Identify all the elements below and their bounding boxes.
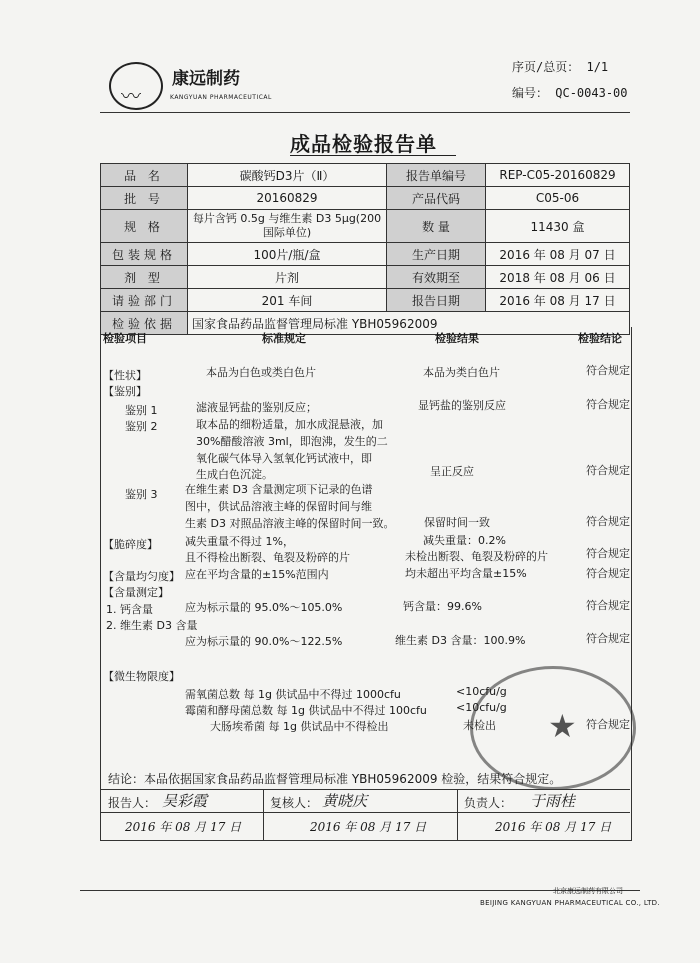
- test-appearance-standard: 本品为白色或类白色片: [206, 366, 316, 379]
- responsible-signature: 于雨桂: [530, 792, 576, 810]
- label-product-name: 品 名: [101, 164, 188, 187]
- test-friability-label: 【脆碎度】: [103, 538, 158, 551]
- stamp-star-icon: ★: [548, 707, 577, 745]
- test-micro2-result: <10cfu/g: [456, 701, 507, 714]
- test-micro-label: 【微生物限度】: [103, 670, 180, 683]
- test-calcium-conclusion: 符合规定: [586, 599, 630, 612]
- reviewer-signature: 黄晓庆: [322, 792, 368, 810]
- test-id2-standard-4: 生成白色沉淀。: [196, 468, 273, 481]
- label-package: 包装规格: [101, 243, 188, 266]
- value-expiry: 2018 年 08 月 06 日: [486, 266, 630, 289]
- test-id2-result: 呈正反应: [430, 465, 474, 478]
- label-product-code: 产品代码: [387, 187, 486, 210]
- test-assay-label: 【含量测定】: [103, 586, 169, 599]
- responsible-date: 2016 年 08 月 17 日: [495, 820, 612, 834]
- value-dept: 201 车间: [188, 289, 387, 312]
- test-vitd3-conclusion: 符合规定: [586, 632, 630, 645]
- col-header-result: 检验结果: [435, 332, 479, 345]
- test-id1-standard: 滤液显钙盐的鉴别反应；: [196, 401, 317, 414]
- test-friability-result-2: 未检出断裂、龟裂及粉碎的片: [405, 550, 548, 563]
- header-table: [100, 163, 630, 335]
- test-uniformity-standard: 应在平均含量的±15%范围内: [185, 568, 329, 581]
- value-quantity: 11430 盒: [486, 210, 630, 243]
- test-calcium-standard: 应为标示量的 95.0%～105.0%: [185, 601, 343, 614]
- reporter-label: 报告人：: [108, 796, 157, 810]
- col-header-item: 检验项目: [103, 332, 147, 345]
- signature-divider: [100, 812, 630, 813]
- reviewer-date: 2016 年 08 月 17 日: [310, 820, 427, 834]
- test-micro3-result: 未检出: [463, 719, 496, 732]
- responsible-label: 负责人：: [464, 796, 513, 810]
- logo-wave-icon: 〰: [121, 84, 141, 108]
- test-calcium-label: 1. 钙含量: [106, 603, 153, 616]
- value-batch-no: 20160829: [188, 187, 387, 210]
- reviewer-label: 复核人：: [270, 796, 319, 810]
- label-basis: 检验依据: [101, 312, 188, 335]
- test-id1-conclusion: 符合规定: [586, 398, 630, 411]
- test-vitd3-standard: 应为标示量的 90.0%～122.5%: [185, 635, 343, 648]
- page-title: 成品检验报告单: [290, 132, 437, 156]
- col-header-conclusion: 检验结论: [578, 332, 622, 345]
- test-micro1-standard: 需氧菌总数 每 1g 供试品中不得过 1000cfu: [185, 688, 401, 701]
- test-id3-result: 保留时间一致: [424, 516, 490, 529]
- label-batch-no: 批 号: [101, 187, 188, 210]
- footer-company-cn: 北京康远制药有限公司: [553, 887, 623, 895]
- test-micro3-standard: 大肠埃希菌 每 1g 供试品中不得检出: [210, 720, 389, 733]
- test-id2-standard-1: 取本品的细粉适量，加水成混悬液，加: [196, 418, 383, 431]
- test-appearance-result: 本品为类白色片: [423, 366, 500, 379]
- test-uniformity-conclusion: 符合规定: [586, 567, 630, 580]
- test-calcium-result: 钙含量：99.6%: [403, 600, 482, 613]
- test-id2-conclusion: 符合规定: [586, 464, 630, 477]
- label-report-date: 报告日期: [387, 289, 486, 312]
- test-id3-standard-1: 在维生素 D3 含量测定项下记录的色谱: [185, 483, 373, 496]
- reporter-date: 2016 年 08 月 17 日: [125, 820, 242, 834]
- test-micro2-standard: 霉菌和酵母菌总数 每 1g 供试品中不得过 100cfu: [185, 704, 427, 717]
- label-expiry: 有效期至: [387, 266, 486, 289]
- value-report-no: REP-C05-20160829: [486, 164, 630, 187]
- label-quantity: 数 量: [387, 210, 486, 243]
- test-id1-result: 显钙盐的鉴别反应: [418, 399, 506, 412]
- conclusion-text: 结论：本品依据国家食品药品监督管理局标准 YBH05962009 检验，结果符合规定。: [108, 772, 562, 786]
- test-id2-standard-2: 30%醋酸溶液 3ml，即泡沸，发生的二: [196, 435, 388, 448]
- value-prod-date: 2016 年 08 月 07 日: [486, 243, 630, 266]
- test-id3-label: 鉴别 3: [125, 488, 158, 501]
- test-friability-standard-1: 减失重量不得过 1%，: [185, 535, 294, 548]
- label-prod-date: 生产日期: [387, 243, 486, 266]
- value-product-name: 碳酸钙D3片（Ⅱ）: [188, 164, 387, 187]
- test-micro3-conclusion: 符合规定: [586, 718, 630, 731]
- company-name-en: KANGYUAN PHARMACEUTICAL: [170, 94, 272, 101]
- value-product-code: C05-06: [486, 187, 630, 210]
- test-friability-conclusion: 符合规定: [586, 547, 630, 560]
- test-id2-standard-3: 氧化碳气体导入氢氧化钙试液中，即: [196, 452, 372, 465]
- test-id3-standard-3: 生素 D3 对照品溶液主峰的保留时间一致。: [185, 517, 395, 530]
- signature-col-divider-1: [263, 789, 264, 840]
- test-id3-standard-2: 图中，供试品溶液主峰的保留时间与维: [185, 500, 372, 513]
- value-spec: 每片含钙 0.5g 与维生素 D3 5μg(200国际单位): [188, 210, 387, 243]
- value-package: 100片/瓶/盒: [188, 243, 387, 266]
- test-id2-label: 鉴别 2: [125, 420, 158, 433]
- test-friability-result-1: 减失重量：0.2%: [423, 534, 506, 547]
- col-header-standard: 标准规定: [262, 332, 306, 345]
- test-vitd3-result: 维生素 D3 含量：100.9%: [395, 634, 526, 647]
- test-uniformity-label: 【含量均匀度】: [103, 570, 180, 583]
- label-report-no: 报告单编号: [387, 164, 486, 187]
- letterhead-divider: [100, 112, 630, 113]
- page-info: 序页/总页： 1/1: [512, 60, 609, 74]
- label-spec: 规 格: [101, 210, 188, 243]
- document-number: 编号： QC-0043-00: [512, 86, 628, 100]
- test-vitd3-label: 2. 维生素 D3 含量: [106, 619, 198, 632]
- value-report-date: 2016 年 08 月 17 日: [486, 289, 630, 312]
- test-id3-conclusion: 符合规定: [586, 515, 630, 528]
- value-basis: 国家食品药品监督管理局标准 YBH05962009: [188, 312, 630, 335]
- footer-company-en: BEIJING KANGYUAN PHARMACEUTICAL CO., LTD.: [480, 899, 660, 907]
- label-dept: 请验部门: [101, 289, 188, 312]
- company-name: 康远制药: [172, 69, 240, 89]
- label-dosage-form: 剂 型: [101, 266, 188, 289]
- test-appearance-conclusion: 符合规定: [586, 364, 630, 377]
- title-underline: [290, 155, 456, 156]
- test-friability-standard-2: 且不得检出断裂、龟裂及粉碎的片: [185, 551, 350, 564]
- test-uniformity-result: 均未超出平均含量±15%: [405, 567, 527, 580]
- test-identification-label: 【鉴别】: [103, 385, 147, 398]
- test-micro1-result: <10cfu/g: [456, 685, 507, 698]
- value-dosage-form: 片剂: [188, 266, 387, 289]
- signature-col-divider-2: [457, 789, 458, 840]
- reporter-signature: 吴彩霞: [162, 792, 208, 810]
- test-id1-label: 鉴别 1: [125, 404, 158, 417]
- test-appearance-label: 【性状】: [103, 369, 147, 382]
